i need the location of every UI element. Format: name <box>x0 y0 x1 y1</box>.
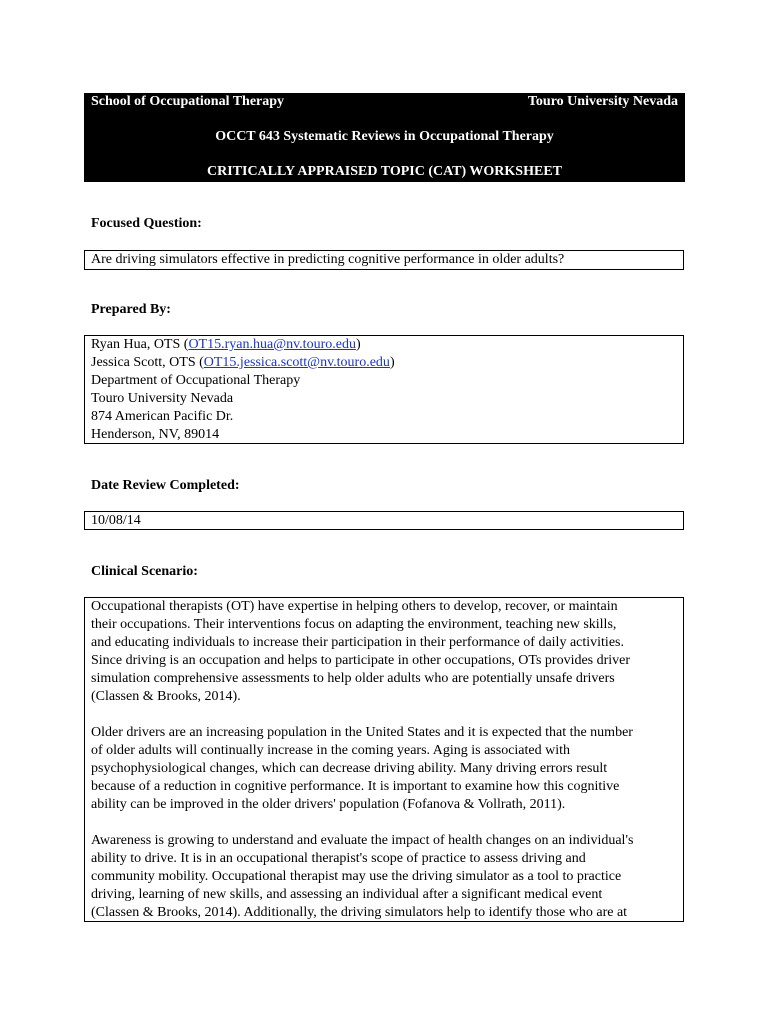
scenario-paragraph: Awareness is growing to understand and evaluate the impact of health changes on an individual's ability to drive. It is in an occupational therapist's scope of practice to assess driving and community mobility. Occupational therapist may use the driving simulator as a tool to practice driving, learning of new skills, and assessing an individual after a significant medical event (Classen & Brooks, 2014). Additionally, the driving simulators help to identify those who are at <box>91 833 634 920</box>
author-line: Jessica Scott, OTS (OT15.jessica.scott@nv.touro.edu) <box>91 355 395 370</box>
scenario-paragraph: Occupational therapists (OT) have expertise in helping others to develop, recover, or maintain their occupations. Their interventions focus on adapting the environment, teaching new skills, and educating individuals to increase their participation in their performance of daily activities. Since driving is an occupation and helps to participate in other occupations, OTs provides driver simulation comprehensive assessments to help older adults who are potentially unsafe drivers (Classen & Brooks, 2014). <box>91 599 631 704</box>
focused-question-text: Are driving simulators effective in predicting cognitive performance in older adults? <box>91 252 565 267</box>
date-review-value: 10/08/14 <box>91 513 141 528</box>
clinical-scenario-box <box>84 597 684 922</box>
worksheet-title: CRITICALLY APPRAISED TOPIC (CAT) WORKSHEET <box>206 164 562 179</box>
prepared-by-heading: Prepared By: <box>91 302 171 317</box>
author-line: Ryan Hua, OTS (OT15.ryan.hua@nv.touro.edu) <box>91 337 361 352</box>
clinical-scenario-heading: Clinical Scenario: <box>91 564 198 579</box>
author-email-link[interactable]: OT15.jessica.scott@nv.touro.edu <box>203 355 390 370</box>
university-name: Touro University Nevada <box>527 94 678 109</box>
date-review-heading: Date Review Completed: <box>91 478 240 493</box>
author-email-link[interactable]: OT15.ryan.hua@nv.touro.edu <box>188 337 356 352</box>
school-name: School of Occupational Therapy <box>91 94 285 109</box>
address-line: Touro University Nevada <box>91 391 234 406</box>
focused-question-box <box>84 250 684 270</box>
address-line: Henderson, NV, 89014 <box>91 427 220 442</box>
scenario-paragraph: Older drivers are an increasing population in the United States and it is expected that the number of older adults will continually increase in the coming years. Aging is associated with psychophysiological changes, which can decrease driving ability. Many driving errors result because of a reduction in cognitive performance. It is important to examine how this cognitive ability can be improved in the older drivers' population (Fofanova & Vollrath, 2011). <box>91 725 633 812</box>
address-line: Department of Occupational Therapy <box>91 373 301 388</box>
header-banner <box>84 93 685 182</box>
date-review-box <box>84 511 684 530</box>
prepared-by-box <box>84 335 684 444</box>
focused-question-heading: Focused Question: <box>91 216 202 231</box>
course-title: OCCT 643 Systematic Reviews in Occupational Therapy <box>215 129 554 144</box>
address-line: 874 American Pacific Dr. <box>91 409 234 424</box>
